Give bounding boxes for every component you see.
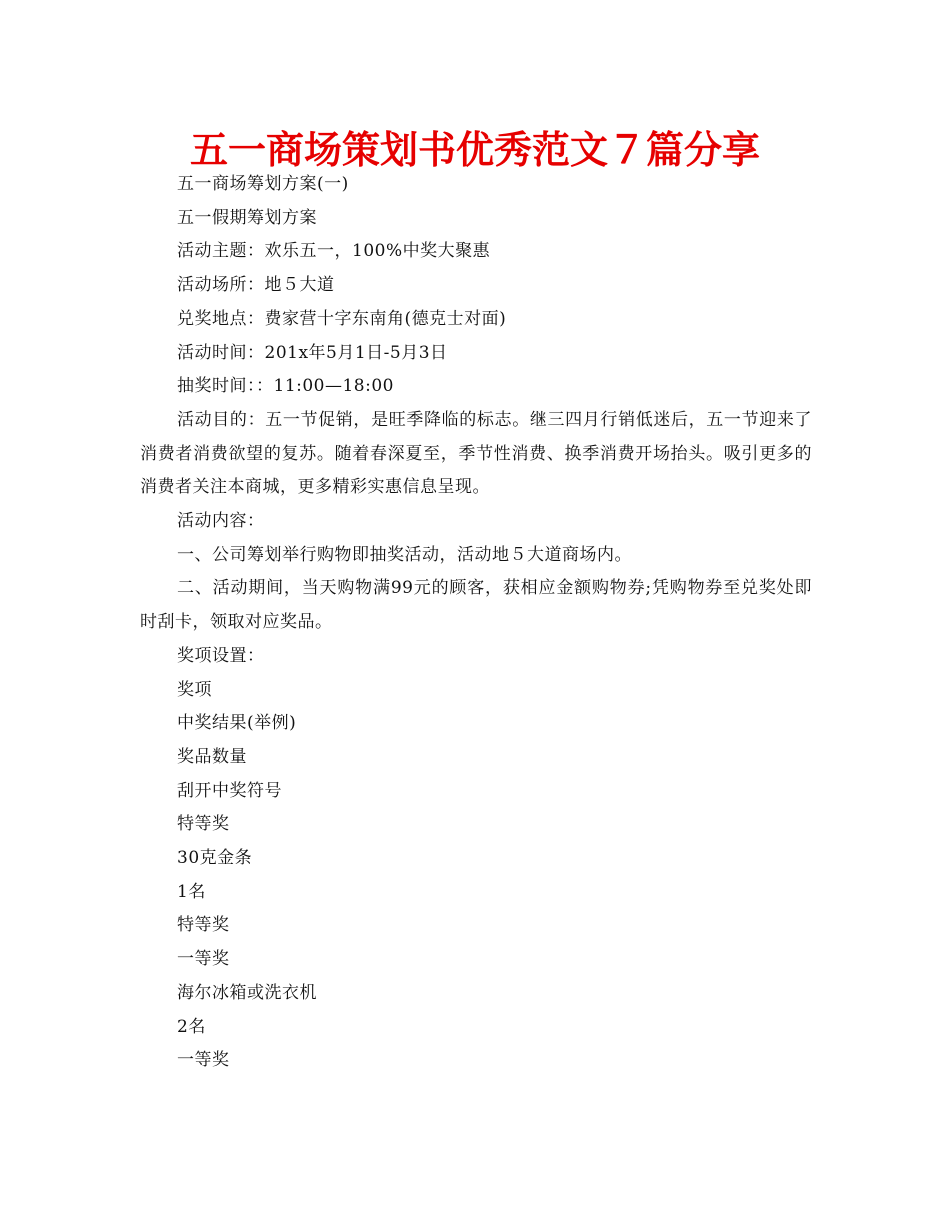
paragraph: 活动时间：201x年5月1日-5月3日 xyxy=(177,342,448,363)
paragraph: 1名 xyxy=(177,881,206,902)
paragraph: 海尔冰箱或洗衣机 xyxy=(177,982,317,1003)
paragraph: 活动场所：地５大道 xyxy=(177,275,335,296)
paragraph: 兑奖地点：费家营十字东南角(德克士对面) xyxy=(177,308,507,329)
paragraph: 二、活动期间，当天购物满99元的顾客，获相应金额购物券;凭购物券至兑奖处即时刮卡，领取对应奖品。 xyxy=(140,578,812,633)
document-body xyxy=(140,168,812,1078)
paragraph: 奖项 xyxy=(177,679,212,700)
paragraph: 抽奖时间：：11:00—18:00 xyxy=(177,376,394,397)
paragraph: 刮开中奖符号 xyxy=(177,780,282,801)
paragraph: 活动主题：欢乐五一，100%中奖大聚惠 xyxy=(177,241,491,262)
paragraph: 2名 xyxy=(177,1016,206,1037)
paragraph: 活动内容： xyxy=(177,511,265,532)
paragraph: 特等奖 xyxy=(177,814,230,835)
paragraph: 中奖结果(举例) xyxy=(177,713,297,734)
paragraph: 活动目的：五一节促销，是旺季降临的标志。继三四月行销低迷后，五一节迎来了消费者消费欲望的复苏。随着春深夏至，季节性消费、换季消费开场抬头。吸引更多的消费者关注本商城，更多精彩实惠信息呈现。 xyxy=(140,409,812,498)
paragraph: 五一商场筹划方案(一) xyxy=(177,174,349,194)
paragraph: 五一假期筹划方案 xyxy=(177,207,317,228)
document-title: 五一商场策划书优秀范文７篇分享 xyxy=(189,128,760,172)
paragraph: 奖项设置： xyxy=(177,645,265,666)
paragraph: 一等奖 xyxy=(177,949,230,970)
paragraph: 30克金条 xyxy=(177,848,253,869)
paragraph: 奖品数量 xyxy=(177,746,247,767)
paragraph: 一、公司筹划举行购物即抽奖活动，活动地５大道商场内。 xyxy=(177,544,632,565)
paragraph: 特等奖 xyxy=(177,915,230,936)
paragraph: 一等奖 xyxy=(177,1050,230,1071)
